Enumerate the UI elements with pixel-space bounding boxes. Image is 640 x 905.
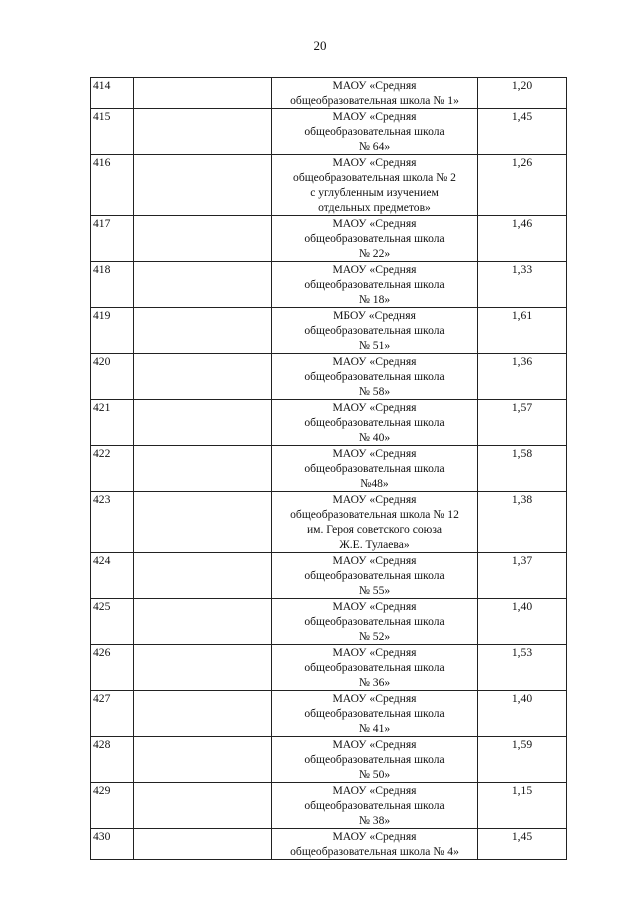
school-name-line: общеобразовательная школа [304, 232, 445, 245]
blank-cell [134, 783, 272, 829]
school-name-line: № 41» [358, 722, 391, 735]
school-name-cell [272, 262, 478, 308]
blank-cell [134, 216, 272, 262]
coefficient-value: 1,33 [478, 262, 567, 308]
row-number: 422 [91, 446, 134, 492]
school-name-line: МАОУ «Средняя [332, 263, 417, 276]
blank-cell [134, 78, 272, 109]
school-name-line: МАОУ «Средняя [332, 738, 417, 751]
school-name-line: общеобразовательная школа № 12 [290, 508, 459, 521]
school-name-line: № 18» [358, 293, 391, 306]
school-name-line: общеобразовательная школа [304, 615, 445, 628]
row-number: 426 [91, 645, 134, 691]
school-name-line: № 52» [358, 630, 391, 643]
school-name-cell [272, 599, 478, 645]
table-row [91, 354, 567, 400]
row-number: 428 [91, 737, 134, 783]
school-name-line: общеобразовательная школа [304, 661, 445, 674]
school-name-line: МАОУ «Средняя [332, 355, 417, 368]
coefficient-value: 1,45 [478, 829, 567, 860]
coefficient-value: 1,26 [478, 155, 567, 216]
school-name-line: общеобразовательная школа [304, 753, 445, 766]
school-name-cell [272, 737, 478, 783]
table-row [91, 109, 567, 155]
school-name-line: № 55» [358, 584, 391, 597]
school-name-cell [272, 446, 478, 492]
table-row [91, 737, 567, 783]
table-row [91, 308, 567, 354]
school-name-line: общеобразовательная школа № 4» [290, 845, 459, 858]
school-name-line: № 36» [358, 676, 391, 689]
school-name-line: Ж.Е. Тулаева» [339, 538, 410, 551]
school-name-line: МАОУ «Средняя [332, 646, 417, 659]
row-number: 417 [91, 216, 134, 262]
blank-cell [134, 109, 272, 155]
school-name-line: № 51» [358, 339, 391, 352]
school-name-line: МАОУ «Средняя [332, 156, 417, 169]
school-name-line: № 50» [358, 768, 391, 781]
blank-cell [134, 492, 272, 553]
blank-cell [134, 691, 272, 737]
coefficient-value: 1,20 [478, 78, 567, 109]
school-name-line: МАОУ «Средняя [332, 401, 417, 414]
school-name-cell [272, 155, 478, 216]
row-number: 429 [91, 783, 134, 829]
row-number: 416 [91, 155, 134, 216]
school-name-line: МАОУ «Средняя [332, 600, 417, 613]
coefficient-value: 1,59 [478, 737, 567, 783]
blank-cell [134, 400, 272, 446]
school-name-line: МАОУ «Средняя [332, 830, 417, 843]
school-name-line: МАОУ «Средняя [332, 79, 417, 92]
coefficient-value: 1,53 [478, 645, 567, 691]
blank-cell [134, 599, 272, 645]
table-row [91, 829, 567, 860]
coefficient-value: 1,15 [478, 783, 567, 829]
school-name-line: общеобразовательная школа [304, 416, 445, 429]
row-number: 419 [91, 308, 134, 354]
table-row [91, 599, 567, 645]
school-name-line: общеобразовательная школа [304, 278, 445, 291]
table-row [91, 262, 567, 308]
coefficient-value: 1,38 [478, 492, 567, 553]
table-body [91, 78, 567, 860]
school-name-line: № 64» [358, 140, 391, 153]
school-name-cell [272, 829, 478, 860]
school-name-line: № 40» [358, 431, 391, 444]
row-number: 415 [91, 109, 134, 155]
school-name-line: № 58» [358, 385, 391, 398]
school-name-line: отдельных предметов» [318, 201, 431, 214]
row-number: 425 [91, 599, 134, 645]
table-row [91, 216, 567, 262]
row-number: 430 [91, 829, 134, 860]
blank-cell [134, 155, 272, 216]
blank-cell [134, 446, 272, 492]
school-name-line: МАОУ «Средняя [332, 217, 417, 230]
table-row [91, 645, 567, 691]
school-name-cell [272, 553, 478, 599]
school-name-line: общеобразовательная школа [304, 462, 445, 475]
blank-cell [134, 737, 272, 783]
coefficient-value: 1,57 [478, 400, 567, 446]
table-row [91, 783, 567, 829]
school-name-line: МАОУ «Средняя [332, 692, 417, 705]
school-name-cell [272, 109, 478, 155]
school-name-cell [272, 783, 478, 829]
school-name-line: общеобразовательная школа [304, 370, 445, 383]
blank-cell [134, 553, 272, 599]
school-name-cell [272, 492, 478, 553]
coefficient-value: 1,36 [478, 354, 567, 400]
school-name-line: с углубленным изучением [310, 186, 439, 199]
blank-cell [134, 829, 272, 860]
coefficient-value: 1,40 [478, 691, 567, 737]
schools-table [90, 77, 567, 860]
coefficient-value: 1,37 [478, 553, 567, 599]
school-name-cell [272, 216, 478, 262]
school-name-cell [272, 78, 478, 109]
row-number: 418 [91, 262, 134, 308]
blank-cell [134, 354, 272, 400]
table-row [91, 446, 567, 492]
school-name-line: общеобразовательная школа № 2 [293, 171, 456, 184]
school-name-line: общеобразовательная школа № 1» [290, 94, 459, 107]
page-number: 20 [313, 38, 327, 53]
school-name-cell [272, 691, 478, 737]
school-name-line: МАОУ «Средняя [332, 554, 417, 567]
table-row [91, 492, 567, 553]
coefficient-value: 1,45 [478, 109, 567, 155]
school-name-cell [272, 400, 478, 446]
coefficient-value: 1,46 [478, 216, 567, 262]
blank-cell [134, 308, 272, 354]
coefficient-value: 1,61 [478, 308, 567, 354]
blank-cell [134, 262, 272, 308]
coefficient-value: 1,58 [478, 446, 567, 492]
school-name-line: МАОУ «Средняя [332, 110, 417, 123]
school-name-line: общеобразовательная школа [304, 324, 445, 337]
school-name-line: общеобразовательная школа [304, 707, 445, 720]
row-number: 414 [91, 78, 134, 109]
coefficient-value: 1,40 [478, 599, 567, 645]
row-number: 421 [91, 400, 134, 446]
row-number: 423 [91, 492, 134, 553]
school-name-line: № 22» [358, 247, 391, 260]
row-number: 424 [91, 553, 134, 599]
school-name-line: общеобразовательная школа [304, 799, 445, 812]
table-row [91, 400, 567, 446]
table-row [91, 553, 567, 599]
row-number: 427 [91, 691, 134, 737]
table-row [91, 691, 567, 737]
school-name-cell [272, 308, 478, 354]
school-name-line: МБОУ «Средняя [333, 309, 416, 322]
school-name-cell [272, 645, 478, 691]
school-name-line: им. Героя советского союза [306, 523, 443, 536]
school-name-line: № 38» [358, 814, 391, 827]
table-row [91, 78, 567, 109]
table-row [91, 155, 567, 216]
school-name-line: №48» [360, 477, 389, 490]
school-name-line: МАОУ «Средняя [332, 493, 417, 506]
school-name-line: общеобразовательная школа [304, 125, 445, 138]
blank-cell [134, 645, 272, 691]
row-number: 420 [91, 354, 134, 400]
school-name-cell [272, 354, 478, 400]
school-name-line: общеобразовательная школа [304, 569, 445, 582]
school-name-line: МАОУ «Средняя [332, 784, 417, 797]
school-name-line: МАОУ «Средняя [332, 447, 417, 460]
